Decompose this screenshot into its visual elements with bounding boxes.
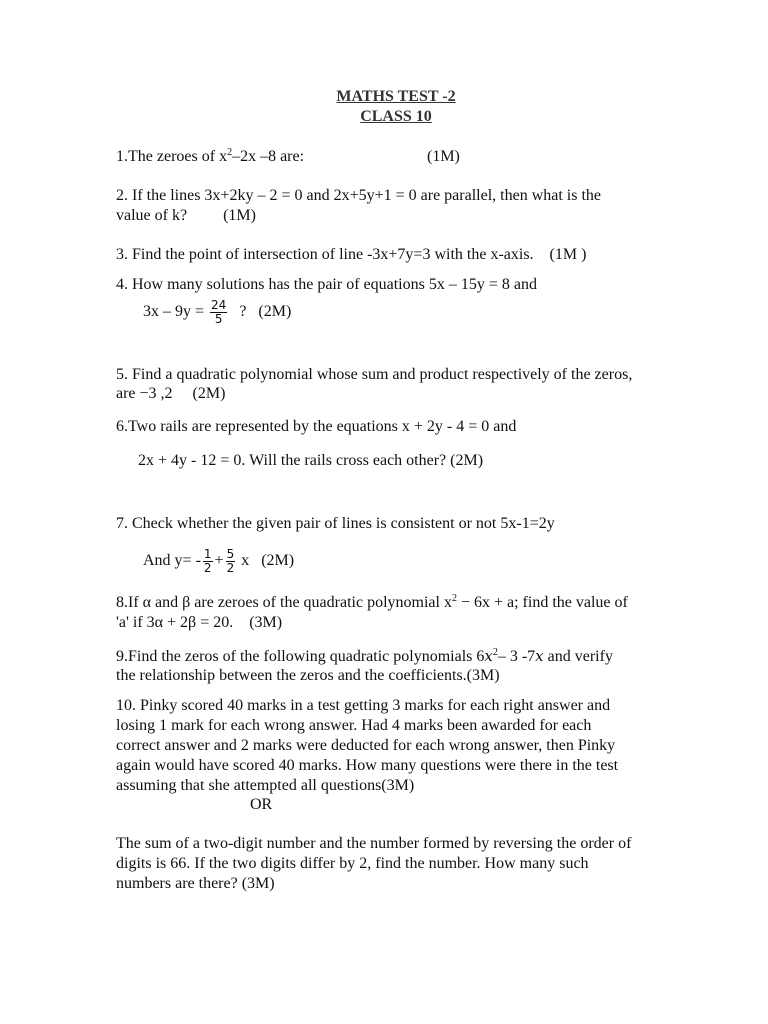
question-4-line-1: 4. How many solutions has the pair of equations 5x – 15y = 8 and xyxy=(116,276,537,293)
class-label: CLASS 10 xyxy=(360,108,432,125)
question-7-line-2 xyxy=(143,543,294,579)
q7-fraction-2 xyxy=(226,548,236,575)
q7-fraction-2-numerator: 5 xyxy=(226,546,235,561)
question-5-line-1: 5. Find a quadratic polynomial whose sum and product respectively of the zeros, xyxy=(116,366,633,383)
question-10-line-5: assuming that she attempted all questions(3M) xyxy=(116,777,415,794)
q7-plus: + xyxy=(214,552,224,569)
q7-equation: And y= - xyxy=(143,552,201,569)
question-10-line-1: 10. Pinky scored 40 marks in a test getting 3 marks for each right answer and xyxy=(116,697,611,714)
question-3: 3. Find the point of intersection of line -3x+7y=3 with the x-axis. (1M ) xyxy=(116,246,587,263)
q8-exponent: 2 xyxy=(451,593,457,604)
question-5-line-2: are −3 ,2 (2M) xyxy=(116,385,226,402)
question-10-line-2: losing 1 mark for each wrong answer. Had 4 marks been awarded for each xyxy=(116,717,592,734)
q4-marks: ? (2M) xyxy=(239,303,292,320)
question-8-line-2: 'a' if 3α + 2β = 20. (3M) xyxy=(116,614,283,631)
q7-fraction-1-numerator: 1 xyxy=(203,546,212,561)
question-10-line-4: again would have scored 40 marks. How many questions were there in the test xyxy=(116,757,619,774)
q9-middle: – 3 -7 xyxy=(497,648,536,665)
q4-fraction-denominator: 5 xyxy=(214,311,223,326)
q7-fraction-1 xyxy=(203,548,213,575)
question-4-line-2 xyxy=(143,296,291,328)
q9-text-end: and verify xyxy=(543,648,613,665)
q9-variable-x: x xyxy=(484,647,493,665)
q9-exponent: 2 xyxy=(492,647,498,658)
q1-text-end: –2x –8 are: xyxy=(232,148,305,165)
question-1 xyxy=(116,147,460,167)
question-6-line-2: 2x + 4y - 12 = 0. Will the rails cross each other? (2M) xyxy=(138,452,484,469)
q9-variable-x-2: x xyxy=(535,647,544,665)
q1-exponent: 2 xyxy=(227,147,233,158)
q7-fraction-1-denominator: 2 xyxy=(203,560,212,575)
or-separator: OR xyxy=(250,796,273,813)
question-9-line-2: the relationship between the zeros and the coefficients.(3M) xyxy=(116,667,500,684)
q1-marks: (1M) xyxy=(427,148,460,165)
q4-fraction xyxy=(210,299,227,326)
q7-fraction-2-denominator: 2 xyxy=(226,560,235,575)
question-7-line-1: 7. Check whether the given pair of lines is consistent or not 5x-1=2y xyxy=(116,515,555,532)
question-6-line-1: 6.Two rails are represented by the equations x + 2y - 4 = 0 and xyxy=(116,418,517,435)
q8-text-end: − 6x + a; find the value of xyxy=(456,594,628,611)
alternative-question-line-3: numbers are there? (3M) xyxy=(116,875,275,892)
alternative-question-line-1: The sum of a two-digit number and the number formed by reversing the order of xyxy=(116,835,632,852)
question-2-line-1: 2. If the lines 3x+2ky – 2 = 0 and 2x+5y+1 = 0 are parallel, then what is the xyxy=(116,187,602,204)
q4-fraction-numerator: 24 xyxy=(211,297,227,312)
q9-text: 9.Find the zeros of the following quadratic polynomials 6 xyxy=(116,648,485,665)
q1-text: 1.The zeroes of x xyxy=(116,148,228,165)
question-9-line-1 xyxy=(116,646,613,667)
q8-text: 8.If α and β are zeroes of the quadratic polynomial x xyxy=(116,594,452,611)
question-2-line-2: value of k? (1M) xyxy=(116,207,256,224)
q7-marks: x (2M) xyxy=(241,552,295,569)
alternative-question-line-2: digits is 66. If the two digits differ by 2, find the number. How many such xyxy=(116,855,589,872)
test-title: MATHS TEST -2 xyxy=(336,88,456,105)
question-8-line-1 xyxy=(116,593,628,613)
q4-equation: 3x – 9y = xyxy=(143,303,209,320)
question-10-line-3: correct answer and 2 marks were deducted for each wrong answer, then Pinky xyxy=(116,737,616,754)
